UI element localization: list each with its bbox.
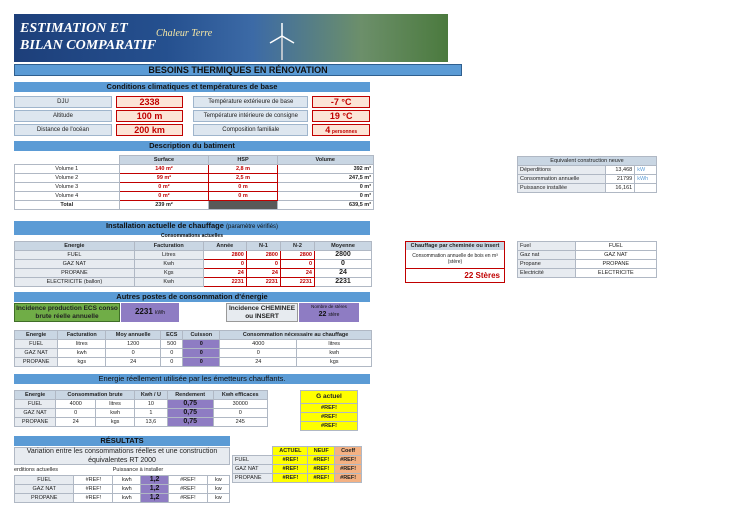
table-header: Energie Facturation Moy annuelle ECS Cuisson Consommation nécessaire au chauffage	[15, 331, 372, 340]
table-row: FUEL 4000 litres 10 0,75 30000	[15, 400, 268, 409]
brand-logo: Chaleur Terre	[156, 28, 213, 39]
table-row: PROPANE 24 kgs 13,6 0,75 245	[15, 418, 268, 427]
climate-row	[14, 96, 370, 108]
climate-row	[14, 110, 370, 122]
table-row: FUEL #REF! kwh 1,2 #REF! kw	[15, 476, 230, 485]
app-title: ESTIMATION ET BILAN COMPARATIF	[20, 21, 157, 53]
table-row: Puissance installée 16,161	[518, 184, 657, 193]
table-row: #REF!	[301, 404, 358, 413]
install-section-title: Installation actuelle de chauffage (paramètre vérifiés) Consommations actuelles	[14, 221, 370, 235]
sub-left-label: erditions actuelles	[14, 467, 59, 473]
distance-label: Distance de l'océan	[14, 124, 112, 136]
chimney-box: Chauffage par cheminée ou insert Consommation annuelle de bois en m³ (stère) 22 Stères	[405, 241, 505, 283]
table-row: #REF!	[301, 413, 358, 422]
table-row: Consommation annuelle 21799 kWh	[518, 175, 657, 184]
list-item: Gaz nat GAZ NAT	[518, 251, 657, 260]
table-header	[15, 156, 374, 165]
table-row: Volume 3 0 m² 0 m 0 m³	[15, 183, 374, 192]
energy-section-title: Energie réellement utilisée par les émetteurs chauffants.	[14, 374, 370, 384]
dju-label: DJU	[14, 96, 112, 108]
energy-table	[14, 390, 268, 427]
table-row: GAZ NAT #REF! kwh 1,2 #REF! kw	[15, 485, 230, 494]
total-row: Total 239 m² 639,5 m³	[15, 201, 374, 210]
temp-int-value: 19 °C	[312, 110, 370, 122]
sub-right-label: Puissance à installer	[112, 467, 164, 473]
distance-value: 200 km	[116, 124, 183, 136]
table-row: Déperditions 13,468 kW	[518, 166, 657, 175]
table-header: ACTUEL NEUF Coeff	[233, 447, 362, 456]
results-table	[232, 446, 362, 483]
altitude-value: 100 m	[116, 110, 183, 122]
page-title: BESOINS THERMIQUES EN RÉNOVATION	[14, 64, 462, 76]
energy-list	[517, 241, 657, 278]
building-table	[14, 155, 374, 210]
table-row: GAZ NAT 0 kwh 1 0,75 0	[15, 409, 268, 418]
table-row: #REF!	[301, 422, 358, 431]
chimney-incidence-label: Incidence CHEMINEE ou INSERT	[226, 303, 298, 322]
equiv-table: Equivalent construction neuve Déperditions 13,468 kW Consommation annuelle 21799 kWh Puissance installée 16,161	[517, 156, 657, 193]
table-row: GAZ NAT kwh 0 0 0 0 kwh	[15, 349, 372, 358]
family-label: Composition familiale	[193, 124, 308, 136]
table-row: GAZ NAT #REF! #REF! #REF!	[233, 465, 362, 474]
table-row: FUEL Litres 2800 2800 2800 2800	[15, 251, 372, 260]
table-row: GAZ NAT Kwh 0 0 0 0	[15, 260, 372, 269]
ecs-label: Incidence production ECS conso brute réelle annuelle	[14, 303, 120, 322]
col-volume: Volume	[277, 156, 373, 165]
table-row: PROPANE Kgs 24 24 24 24	[15, 269, 372, 278]
table-row: FUEL #REF! #REF! #REF!	[233, 456, 362, 465]
climate-section-title: Conditions climatiques et températures de base	[14, 82, 370, 92]
other-table	[14, 330, 372, 367]
family-value: 4 personnes	[312, 124, 370, 136]
list-item: Propane PROPANE	[518, 260, 657, 269]
list-item: Electricité ELECTRICITE	[518, 269, 657, 278]
variation-text: Variation entre les consommations réelles et une construction équivalentes RT 2000	[14, 447, 230, 465]
chimney-incidence-value: Nombre de stères 22 stère	[299, 303, 359, 322]
results-section-title: RÉSULTATS	[14, 436, 230, 446]
building-section-title: Description du batiment	[14, 141, 370, 151]
ecs-value: 2231 kWh	[121, 303, 179, 322]
table-row: PROPANE #REF! kwh 1,2 #REF! kw	[15, 494, 230, 503]
altitude-label: Altitude	[14, 110, 112, 122]
temp-ext-value: -7 °C	[312, 96, 370, 108]
table-header: Energie Facturation Année N-1 N-2 Moyenne	[15, 242, 372, 251]
table-row: FUEL litres 1200 500 0 4000 litres	[15, 340, 372, 349]
power-table	[14, 475, 230, 503]
table-row: Volume 2 99 m² 2,5 m 247,5 m³	[15, 174, 374, 183]
climate-row	[14, 124, 370, 136]
other-section-title: Autres postes de consommation d'énergie	[14, 292, 370, 302]
wind-turbine-icon	[262, 22, 302, 60]
install-table	[14, 241, 372, 287]
list-item: Fuel FUEL	[518, 242, 657, 251]
table-row: PROPANE kgs 24 0 0 24 kgs	[15, 358, 372, 367]
col-surface: Surface	[119, 156, 209, 165]
climate-grid	[14, 96, 370, 136]
dju-value: 2338	[116, 96, 183, 108]
col-hsp: HSP	[209, 156, 277, 165]
g-actuel-table: G actuel #REF! #REF! #REF!	[300, 390, 358, 431]
temp-int-label: Température intérieure de consigne	[193, 110, 308, 122]
table-header: Energie Consommation brute Kwh / U Rendement Kwh efficaces	[15, 391, 268, 400]
temp-ext-label: Température extérieure de base	[193, 96, 308, 108]
table-row: Volume 1 140 m² 2,8 m 392 m³	[15, 165, 374, 174]
table-row: ELECTRICITE (ballon) Kwh 2231 2231 2231 2231	[15, 278, 372, 287]
table-row: Volume 4 0 m² 0 m 0 m³	[15, 192, 374, 201]
table-row: PROPANE #REF! #REF! #REF!	[233, 474, 362, 483]
